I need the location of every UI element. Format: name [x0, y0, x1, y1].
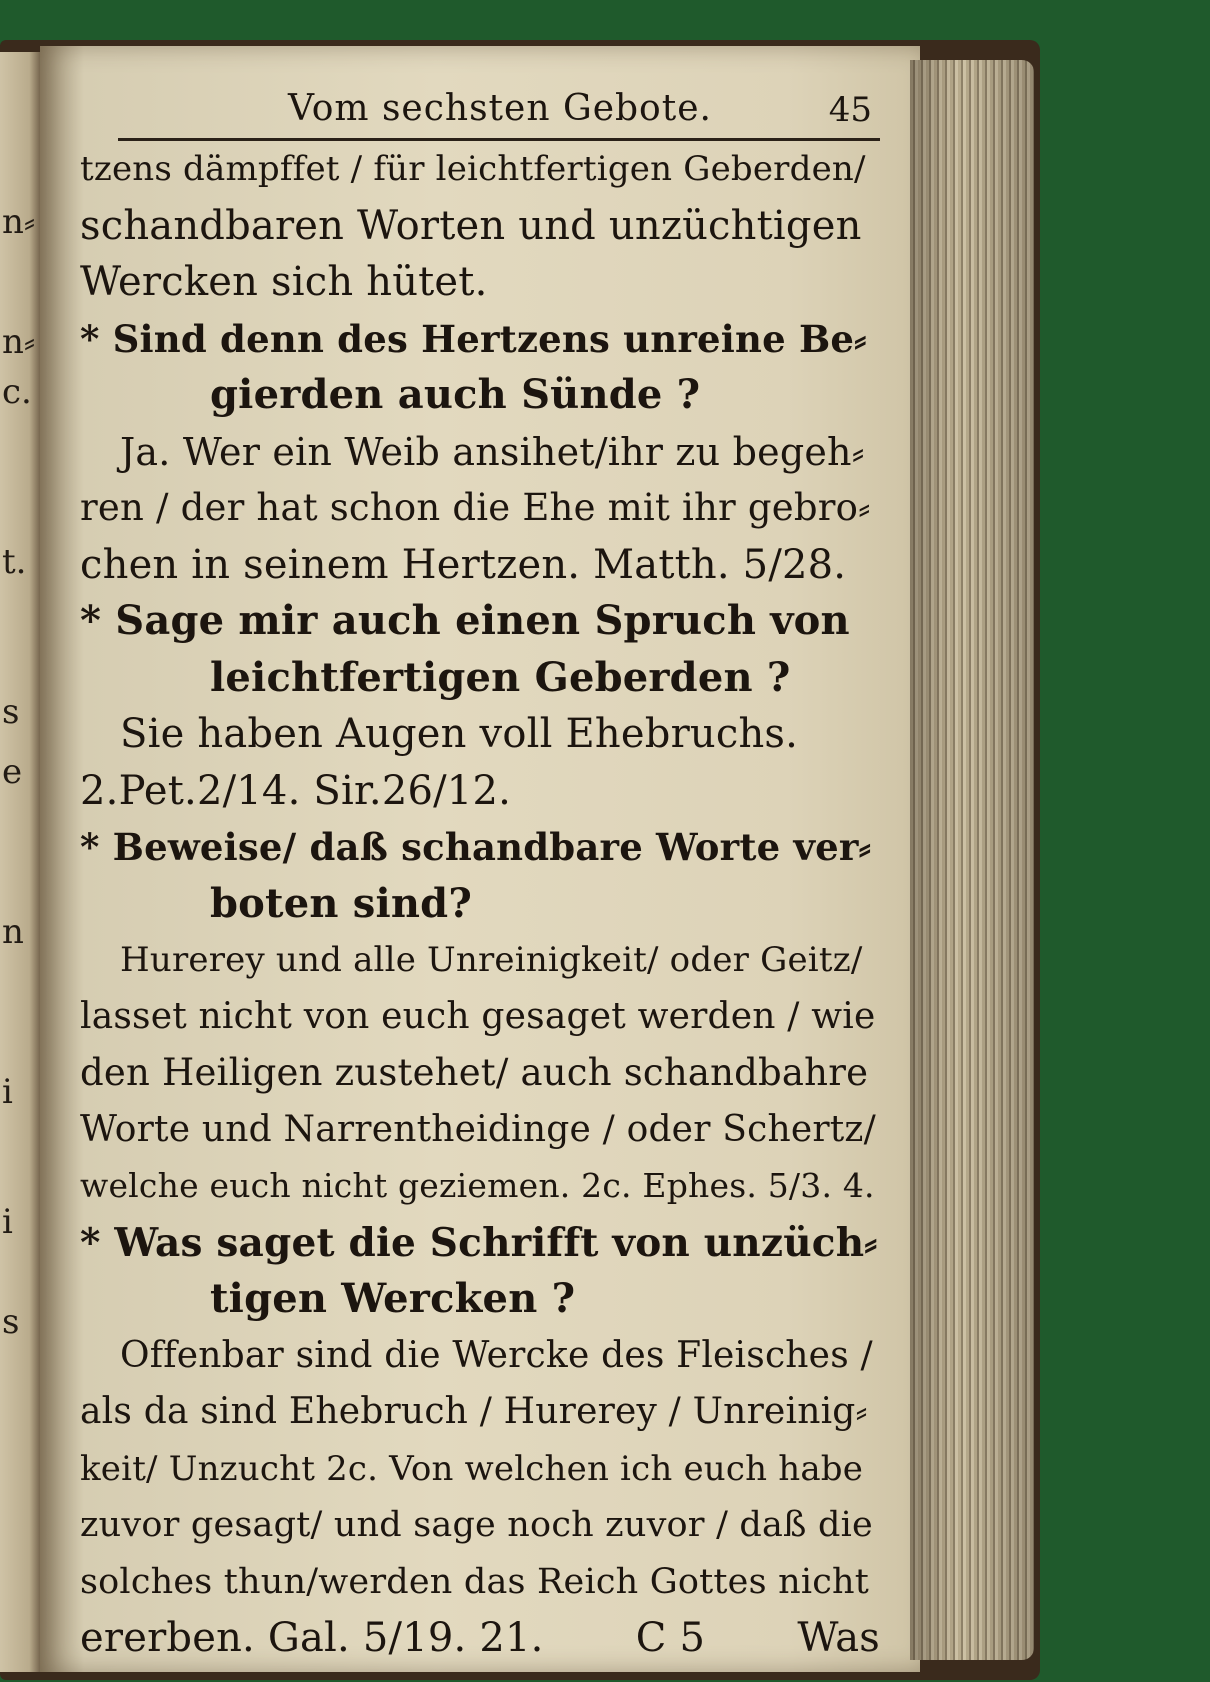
text-line: Worte und Narrentheidinge / oder Schertz/	[80, 1108, 876, 1150]
footer-line	[80, 1610, 880, 1667]
question-line: * Sind denn des Hertzens unreine Be⸗	[80, 316, 867, 361]
last-line: ererben. Gal. 5/19. 21.	[80, 1615, 544, 1661]
text-line: tzens dämpffet / für leichtfertigen Geberden/	[80, 149, 866, 189]
signature-mark: C 5	[635, 1615, 706, 1661]
left-page-fragment: c.	[2, 372, 32, 412]
text-line: keit/ Unzucht 2c. Von welchen ich euch habe	[80, 1448, 864, 1489]
text-line: Wercken sich hütet.	[80, 259, 488, 305]
text-line: als da sind Ehebruch / Hurerey / Unreinig⸗	[80, 1391, 868, 1432]
left-page-fragment: t.	[2, 542, 27, 582]
left-page-fragment: n⸗	[2, 322, 36, 362]
answer-line: Ja. Wer ein Weib ansihet/ihr zu begeh⸗	[120, 429, 865, 474]
left-page-fragment: i	[2, 1202, 13, 1242]
question-line: * Was saget die Schrifft von unzüch⸗	[80, 1219, 878, 1266]
text-line: schandbaren Worten und unzüchtigen	[80, 202, 862, 249]
left-page-fragment: s	[2, 692, 20, 732]
text-line: lasset nicht von euch gesaget werden / wie	[80, 995, 876, 1037]
answer-line: Hurerey und alle Unreinigkeit/ oder Geitz/	[120, 940, 863, 980]
text-line: ren / der hat schon die Ehe mit ihr gebro⸗	[80, 486, 871, 529]
left-page-fragment: n⸗	[2, 202, 36, 242]
text-line: solches thun/werden das Reich Gottes nicht	[80, 1561, 870, 1602]
text-line: zuvor gesagt/ und sage noch zuvor / daß die	[80, 1505, 873, 1545]
page-number: 45	[828, 90, 872, 130]
answer-line: Offenbar sind die Wercke des Fleisches /	[120, 1334, 873, 1376]
text-body	[80, 141, 880, 1610]
left-page-fragment: e	[2, 752, 23, 792]
page-text	[80, 88, 880, 1667]
left-page-fragment: n	[2, 912, 24, 952]
left-page-fragment: s	[2, 1302, 20, 1342]
running-title: Vom sechsten Gebote.	[288, 88, 712, 129]
question-line: * Sage mir auch einen Spruch von	[80, 597, 850, 644]
left-page-edge	[0, 52, 42, 1672]
question-line: * Beweise/ daß schandbare Worte ver⸗	[80, 825, 872, 869]
catchword: Was	[797, 1615, 880, 1661]
question-line: gierden auch Sünde ?	[210, 371, 701, 418]
text-line: den Heiligen zustehet/ auch schandbahre	[80, 1051, 869, 1094]
text-line: 2.Pet.2/14. Sir.26/12.	[80, 767, 512, 814]
question-line: leichtfertigen Geberden ?	[210, 653, 791, 701]
question-line: boten sind?	[210, 879, 472, 927]
text-line: chen in seinem Hertzen. Matth. 5/28.	[80, 541, 847, 588]
text-line: welche euch nicht geziemen. 2c. Ephes. 5/3. 4.	[80, 1166, 875, 1205]
left-page-fragment: i	[2, 1072, 13, 1112]
question-line: tigen Wercken ?	[210, 1275, 576, 1322]
running-header	[118, 88, 880, 141]
answer-line: Sie haben Augen voll Ehebruchs.	[120, 711, 799, 757]
